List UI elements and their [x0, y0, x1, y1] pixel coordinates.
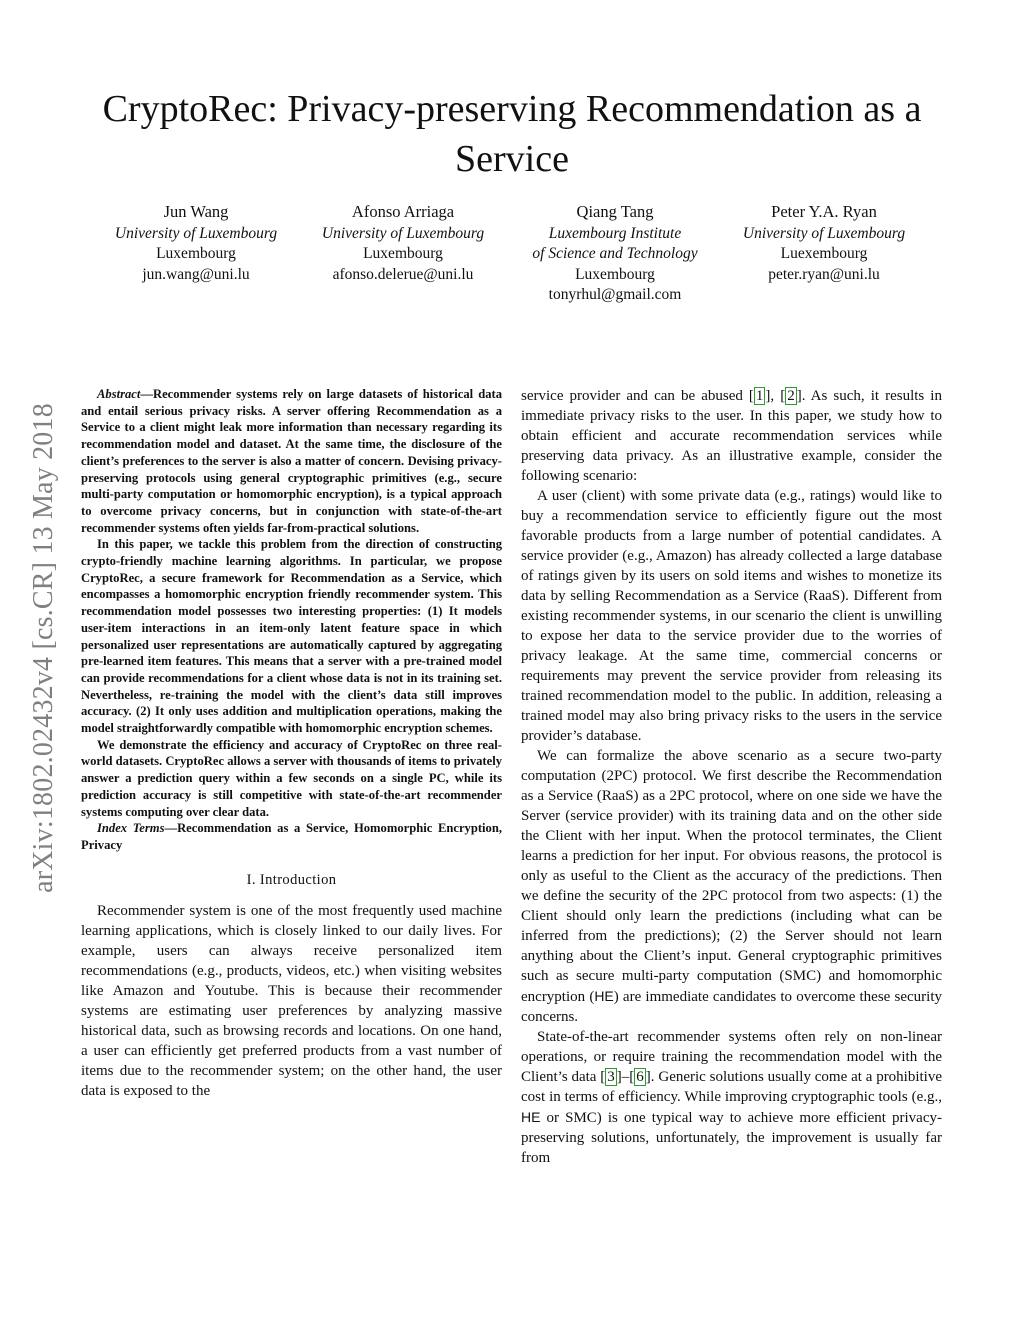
intro-paragraph-1: Recommender system is one of the most frequently used machine learning applications, which is closely linked to our daily lives. For example, users can always receive personalized item recommendations (e.g., products, videos, etc.) when visiting websites like Amazon and Youtube. This is because their recommender systems are estimating user preferences by analyzing massive historical data, such as browsing records and locations. On one hand, a user can efficiently get preferred products from a vast number of items due to the recommender system; on the other hand, the user data is exposed to the: [81, 902, 502, 1099]
introduction-body: [81, 901, 502, 1101]
author-location: Luxembourg: [156, 245, 236, 262]
index-terms-label: Index Terms: [97, 821, 165, 836]
abstract-paragraph-3: We demonstrate the efficiency and accuracy of CryptoRec on three real-world datasets. CryptoRec allows a server with thousands of items to privately answer a prediction query within a few seconds on a single PC, while its prediction accuracy is still competitive with state-of-the-art recommender systems computing over clear data.: [81, 737, 502, 819]
author-location: Luxembourg: [363, 245, 443, 262]
text-span: service provider and can be abused: [521, 388, 749, 404]
citation-link-2[interactable]: 2: [787, 388, 795, 404]
index-terms-text: Recommendation as a Service, Homomorphic Encryption, Privacy: [81, 821, 502, 852]
author-name: Qiang Tang: [576, 202, 654, 221]
abstract-text-1: Recommender systems rely on large datasets of historical data and entail serious privacy risks. A server offering Recommendation as a Service to a client might leak more information than necessary regarding its recommendation model and dataset. At the same time, the disclosure of the client’s preferences to the server is also a matter of concern. Devising privacy-preserving protocols using general cryptographic primitives (e.g., secure multi-party computation or homomorphic encryption), is a typical approach to overcome privacy concerns, but in conjunction with state-of-the-art recommender systems often yields far-from-practical solutions.: [81, 387, 502, 535]
he-abbrev: HE: [594, 988, 614, 1004]
text-span: We can formalize the above scenario as a secure two-party computation (2PC) protocol. We first describe the Recommendation as a Service (RaaS) as a 2PC protocol, where on one side we have the Server (service provider) with its training data and on the other side the Client with her input. When the protocol terminates, the Client learns a prediction for her input. For obvious reasons, the protocol is only as useful to the Client as the accuracy of the predictions. Then we define the security of the 2PC protocol from two aspects: (1) the Client should only learn the predictions (including what can be inferred from the predictions); (2) the Server should not learn anything about the Client’s input. General cryptographic primitives such as secure multi-party computation (SMC) and homomorphic encryption (: [521, 748, 942, 1005]
paper-title: CryptoRec: Privacy-preserving Recommendation as a Service: [102, 88, 922, 180]
citation-link-1[interactable]: 1: [755, 388, 764, 404]
abstract-paragraph-1: Abstract—Recommender systems rely on large datasets of historical data and entail serious privacy risks. A server offering Recommendation as a Service to a client might leak more information than necessary regarding its recommendation model and dataset. At the same time, the disclosure of the client’s preferences to the server is also a matter of concern. Devising privacy-preserving protocols using general cryptographic primitives (e.g., secure multi-party computation or homomorphic encryption), is a typical approach to overcome privacy concerns, but in conjunction with state-of-the-art recommender systems often yields far-from-practical solutions.: [81, 387, 502, 535]
author-email: jun.wang@uni.lu: [142, 265, 250, 283]
author-name: Peter Y.A. Ryan: [771, 202, 877, 221]
text-span: or SMC) is one typical way to achieve more efficient privacy-preserving solutions, unfortunately, the improvement is usually far from: [521, 1110, 942, 1166]
abstract-label: Abstract: [97, 387, 141, 401]
author-affiliation: University of Luxembourg: [114, 224, 278, 242]
right-column: [521, 386, 942, 1168]
author-email: afonso.delerue@uni.lu: [332, 265, 474, 283]
right-paragraph-3: [521, 746, 942, 1027]
author-4: [699, 202, 949, 285]
author-name: Jun Wang: [163, 202, 229, 221]
text-span: . Generic solutions usually come at a prohibitive cost in terms of efficiency. While improving cryptographic tools (e.g.,: [521, 1069, 943, 1105]
right-paragraph-1: service provider and can be abused [ 1 ], [ 2 ]. As such, it results in immediate privacy risks to the user. In this paper, we study how to obtain efficient and accurate recommendation services while preserving data privacy. As an illustrative example, consider the following scenario:: [521, 388, 942, 484]
text-span: ) are immediate candidates to overcome these security concerns.: [521, 989, 942, 1025]
author-affiliation-line2: of Science and Technology: [532, 245, 698, 262]
right-body: [521, 386, 942, 1168]
author-location: Luxembourg: [575, 265, 655, 283]
abstract: [81, 386, 502, 854]
citation-link-6[interactable]: 6: [636, 1069, 644, 1085]
section-heading-introduction: I. Introduction: [246, 871, 337, 888]
he-abbrev: HE: [521, 1109, 541, 1125]
author-affiliation: University of Luxembourg: [742, 224, 906, 242]
right-paragraph-4: State-of-the-art recommender systems often rely on non-linear operations, or require training the recommendation model with the Client’s data [ 3 ]–[ 6 ]. Generic solutions usually come at a prohibitive cost in terms of efficiency. While improving cryptographic tools (e.g., HE or SMC) is one typical way to achieve more efficient privacy-preserving solutions, unfortunately, the improvement is usually far from: [521, 1029, 943, 1166]
left-column: [81, 386, 502, 1101]
arxiv-identifier: arXiv:1802.02432v4 [cs.CR] 13 May 2018: [28, 403, 59, 893]
citation-link-3[interactable]: 3: [607, 1069, 615, 1085]
text-span: . As such, it results in immediate privacy risks to the user. In this paper, we study how to obtain efficient and accurate recommendation services while preserving data privacy. As an illustrative example, consider the following scenario:: [521, 388, 942, 484]
author-name: Afonso Arriaga: [351, 202, 455, 221]
right-paragraph-2: A user (client) with some private data (e.g., ratings) would like to buy a recommendation service to efficiently figure out the most favorable products from a large number of potential candidates. A service provider (e.g., Amazon) has already collected a large database of ratings given by its users on sold items and wishes to monetize its data by selling Recommendation as a Service (RaaS). Different from existing recommender systems, in our scenario the client is unwilling to expose her data to the service provider due to the worries of privacy leakage. At the same time, commercial concerns or requirements may prevent the service provider from releasing its trained recommendation model to the public. In addition, releasing a trained model may also bring privacy risks to the users in the service provider’s database.: [521, 488, 942, 744]
author-email: tonyrhul@gmail.com: [548, 286, 682, 303]
text-span: State-of-the-art recommender systems often rely on non-linear operations, or require training the recommendation model with the Client’s data: [521, 1029, 942, 1085]
author-location: Luexembourg: [780, 245, 868, 262]
author-affiliation: Luxembourg Institute: [548, 224, 682, 242]
index-terms: Index Terms—Recommendation as a Service, Homomorphic Encryption, Privacy: [81, 821, 502, 852]
abstract-paragraph-2: In this paper, we tackle this problem from the direction of constructing crypto-friendly machine learning algorithms. In particular, we propose CryptoRec, a secure framework for Recommendation as a Service, which encompasses a homomorphic encryption friendly recommender system. This recommendation model possesses two interesting properties: (1) It models user-item interactions in an item-only latent feature space in which personalized user representations are automatically captured by aggregating pre-learned item features. This means that a server with a pre-trained model can provide recommendations for a client whose data is not in its training set. Nevertheless, re-training the model with the client’s data still improves accuracy. (2) It only uses addition and multiplication operations, making the model straightforwardly compatible with homomorphic encryption schemes.: [81, 537, 502, 736]
author-affiliation: University of Luxembourg: [321, 224, 485, 242]
author-email: peter.ryan@uni.lu: [768, 265, 880, 283]
